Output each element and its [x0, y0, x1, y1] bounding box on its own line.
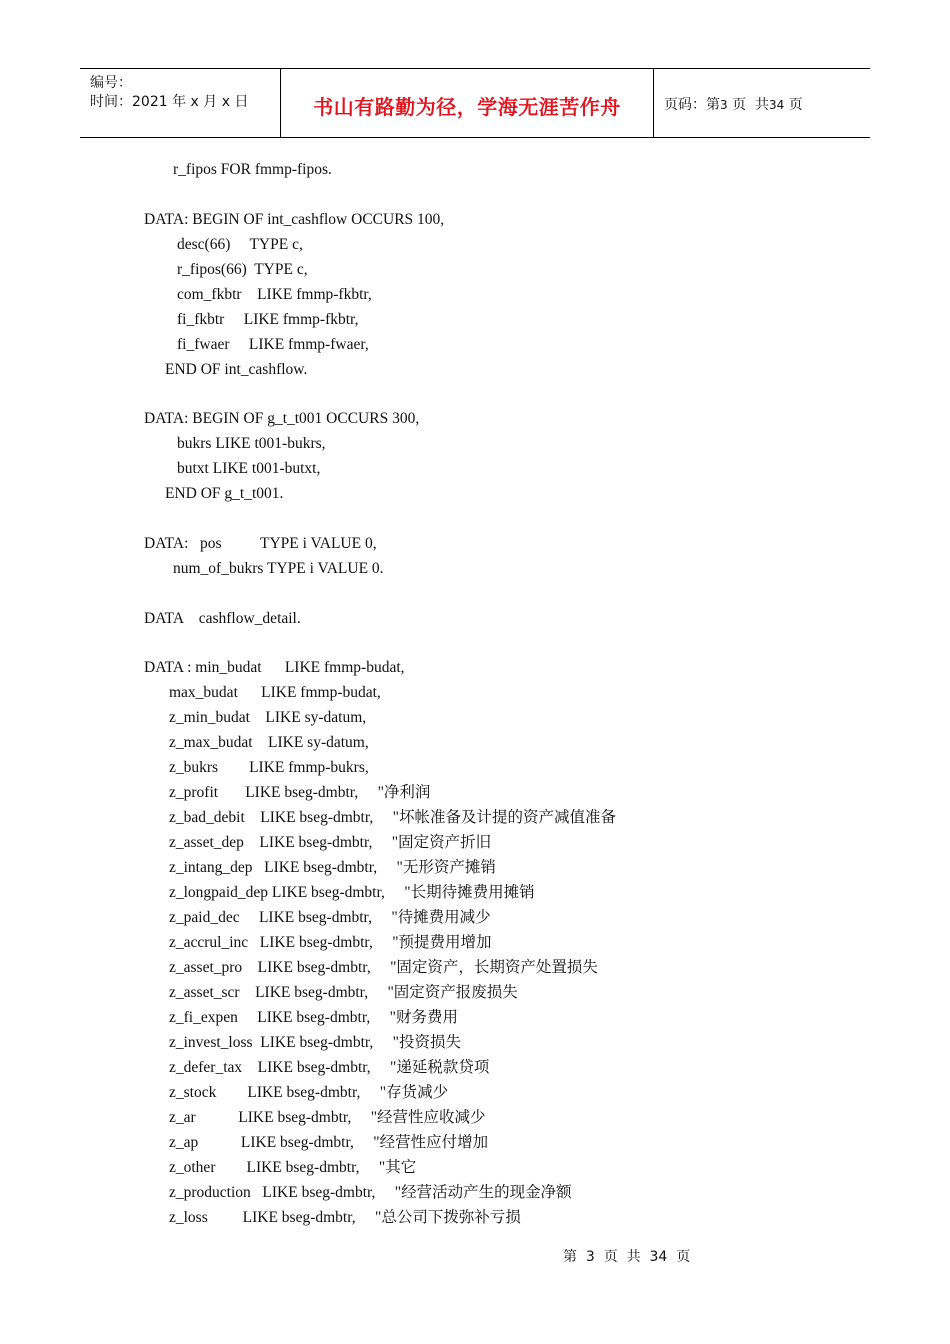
page-footer: 第 3 页 共 34 页 — [563, 1249, 691, 1265]
code-line: END OF g_t_t001. — [165, 485, 284, 502]
code-line: com_fkbtr LIKE fmmp-fkbtr, — [177, 286, 372, 303]
code-line: z_invest_loss LIKE bseg-dmbtr, "投资损失 — [169, 1034, 461, 1051]
code-line: z_asset_scr LIKE bseg-dmbtr, "固定资产报废损失 — [169, 984, 518, 1001]
page-prefix: 页码：第 — [664, 97, 720, 113]
code-line: desc(66) TYPE c, — [177, 236, 303, 253]
code-line: z_accrul_inc LIKE bseg-dmbtr, "预提费用增加 — [169, 934, 492, 951]
code-line: DATA cashflow_detail. — [144, 610, 301, 627]
code-line: z_stock LIKE bseg-dmbtr, "存货减少 — [169, 1084, 449, 1101]
number-label: 编号： — [90, 75, 132, 91]
date-label: 时间：2021 年 x 月 x 日 — [90, 94, 249, 110]
code-line: z_ar LIKE bseg-dmbtr, "经营性应收减少 — [169, 1109, 486, 1126]
header-meta-cell — [80, 69, 281, 137]
code-line: z_asset_pro LIKE bseg-dmbtr, "固定资产，长期资产处置损失 — [169, 959, 598, 976]
code-line: r_fipos(66) TYPE c, — [177, 261, 308, 278]
code-line: z_profit LIKE bseg-dmbtr, "净利润 — [169, 784, 431, 801]
page-mid: 页 共 — [732, 97, 769, 113]
page-info — [664, 94, 803, 114]
page-suffix: 页 — [788, 97, 803, 113]
header-motto-cell — [281, 69, 654, 137]
code-line: z_longpaid_dep LIKE bseg-dmbtr, "长期待摊费用摊销 — [169, 884, 535, 901]
code-line: DATA: BEGIN OF g_t_t001 OCCURS 300, — [144, 410, 420, 427]
code-line: z_bad_debit LIKE bseg-dmbtr, "坏帐准备及计提的资产减值准备 — [169, 809, 616, 826]
code-line: z_min_budat LIKE sy-datum, — [169, 709, 367, 726]
code-line: z_other LIKE bseg-dmbtr, "其它 — [169, 1159, 417, 1176]
code-line: END OF int_cashflow. — [165, 361, 308, 378]
code-line: DATA: pos TYPE i VALUE 0, — [144, 535, 377, 552]
code-line: z_intang_dep LIKE bseg-dmbtr, "无形资产摊销 — [169, 859, 496, 876]
code-line: z_max_budat LIKE sy-datum, — [169, 734, 369, 751]
code-line: z_asset_dep LIKE bseg-dmbtr, "固定资产折旧 — [169, 834, 492, 851]
code-line: DATA: BEGIN OF int_cashflow OCCURS 100, — [144, 211, 445, 228]
page-total: 34 — [769, 98, 785, 112]
code-line: fi_fwaer LIKE fmmp-fwaer, — [177, 336, 369, 353]
motto-text: 书山有路勤为径，学海无涯苦作舟 — [313, 95, 621, 119]
code-line: z_ap LIKE bseg-dmbtr, "经营性应付增加 — [169, 1134, 489, 1151]
code-line: z_bukrs LIKE fmmp-bukrs, — [169, 759, 369, 776]
code-line: max_budat LIKE fmmp-budat, — [169, 684, 381, 701]
code-line: z_fi_expen LIKE bseg-dmbtr, "财务费用 — [169, 1009, 458, 1026]
page-header — [80, 68, 870, 138]
header-page-cell — [654, 69, 869, 137]
code-line: z_paid_dec LIKE bseg-dmbtr, "待摊费用减少 — [169, 909, 491, 926]
code-line: z_production LIKE bseg-dmbtr, "经营活动产生的现金净额 — [169, 1184, 572, 1201]
code-line: butxt LIKE t001-butxt, — [177, 460, 321, 477]
code-line: r_fipos FOR fmmp-fipos. — [173, 161, 332, 178]
code-line: z_defer_tax LIKE bseg-dmbtr, "递延税款贷项 — [169, 1059, 490, 1076]
page-number: 3 — [720, 98, 728, 112]
code-line: bukrs LIKE t001-bukrs, — [177, 435, 326, 452]
code-line: num_of_bukrs TYPE i VALUE 0. — [173, 560, 384, 577]
code-line: DATA : min_budat LIKE fmmp-budat, — [144, 659, 405, 676]
code-line: fi_fkbtr LIKE fmmp-fkbtr, — [177, 311, 359, 328]
code-line: z_loss LIKE bseg-dmbtr, "总公司下拨弥补亏损 — [169, 1209, 521, 1226]
